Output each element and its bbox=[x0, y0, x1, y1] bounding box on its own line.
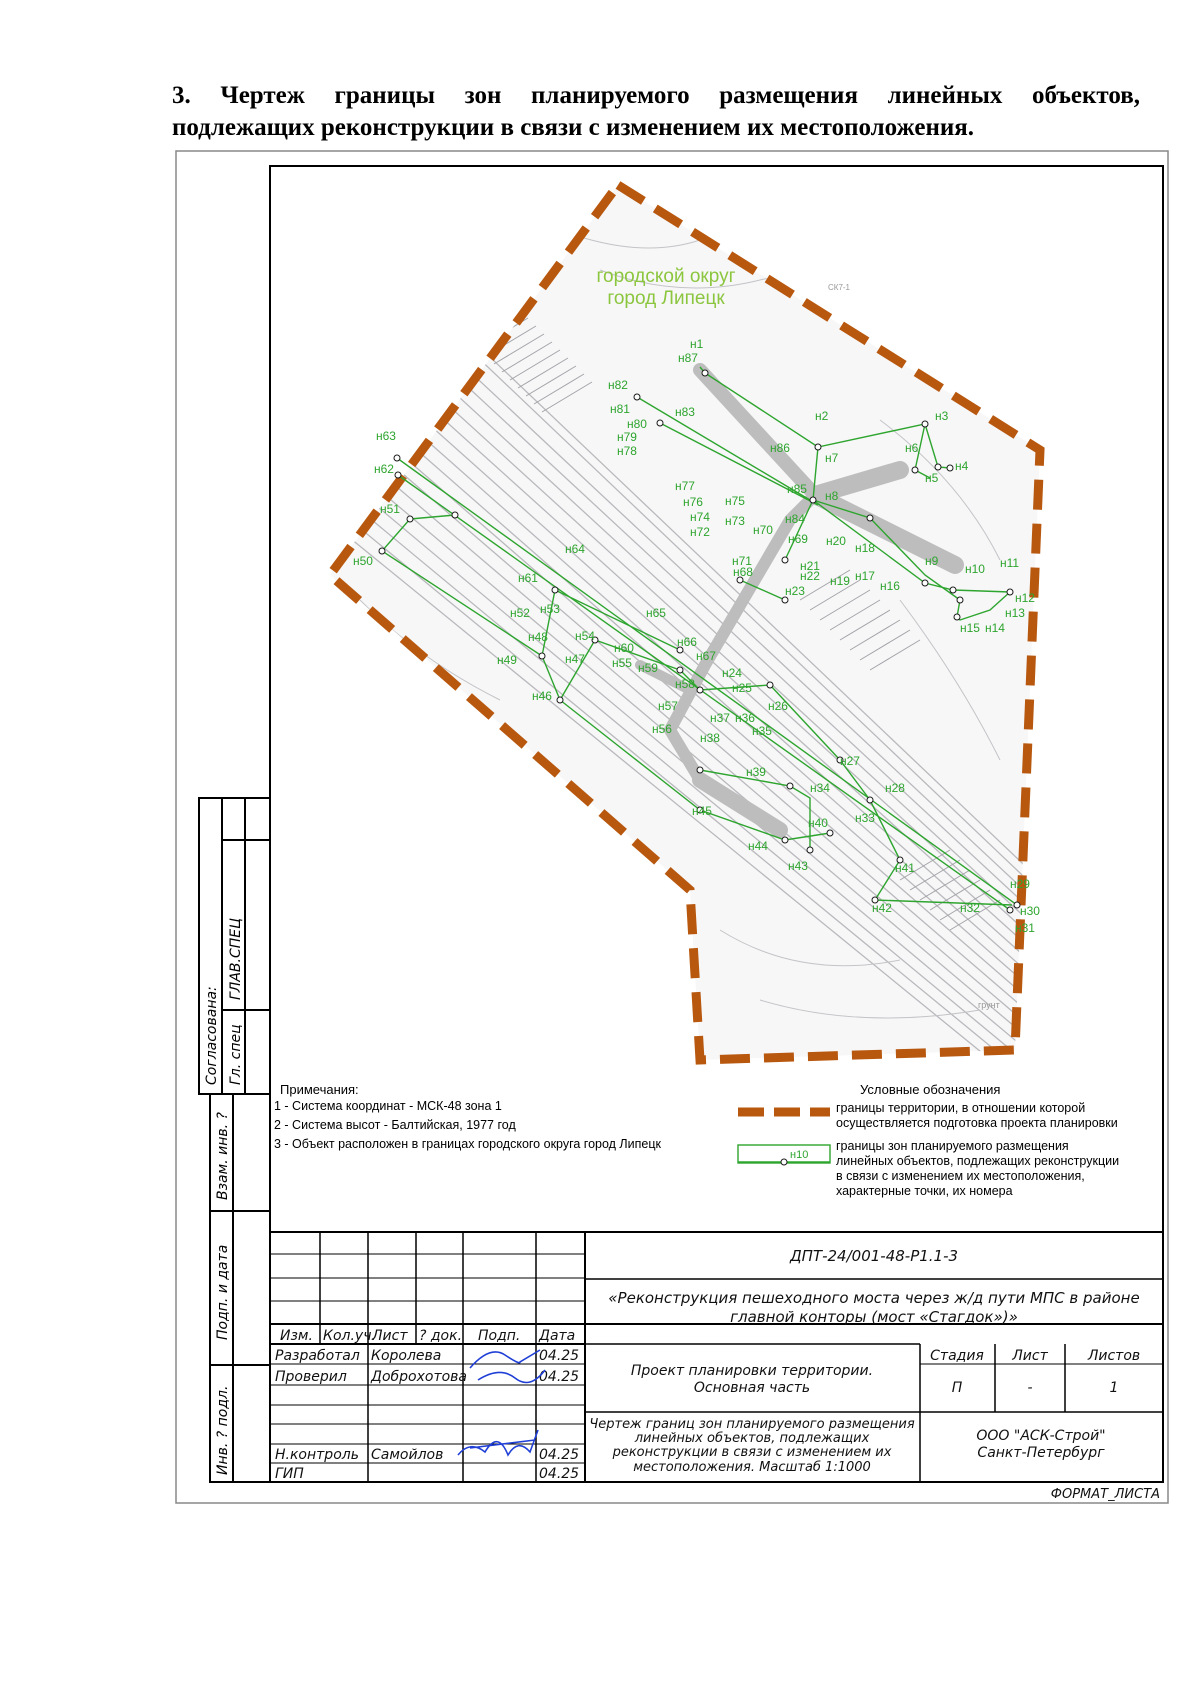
row1-role: Разработал bbox=[275, 1348, 360, 1364]
territory-label-1: городской округ bbox=[596, 266, 736, 287]
inv-podl-label: Инв. ? подл. bbox=[215, 1385, 231, 1475]
point-label: н16 bbox=[880, 579, 900, 593]
legend-item-1-line-1: границы территории, в отношении которой bbox=[836, 1101, 1086, 1115]
legend-item-2-line-4: характерные точки, их номера bbox=[836, 1184, 1013, 1198]
point-label: н69 bbox=[788, 532, 808, 546]
sheets-value: 1 bbox=[1109, 1380, 1119, 1396]
point-label: н73 bbox=[725, 514, 745, 528]
sheets-header: Листов bbox=[1087, 1348, 1141, 1364]
point-label: н9 bbox=[925, 554, 939, 568]
point-label: н68 bbox=[733, 565, 753, 579]
section-1: Проект планировки территории. bbox=[630, 1363, 874, 1379]
point-label: н30 bbox=[1020, 904, 1040, 918]
point-label: н64 bbox=[565, 542, 585, 556]
col-izm: Изм. bbox=[280, 1328, 313, 1344]
row3-name: Самойлов bbox=[371, 1447, 444, 1463]
point-label: н38 bbox=[700, 731, 720, 745]
point-label: н75 bbox=[725, 494, 745, 508]
point-label: н80 bbox=[627, 417, 647, 431]
col-koluch: Кол.уч. bbox=[323, 1328, 376, 1344]
podp-data-label: Подп. и дата bbox=[215, 1244, 231, 1340]
point-label: н12 bbox=[1015, 591, 1035, 605]
row1-date: 04.25 bbox=[539, 1348, 580, 1364]
legend-item-2-line-3: в связи с изменением их местоположения, bbox=[836, 1169, 1085, 1183]
project-name-2: главной конторы (мост «Стагдок»)» bbox=[730, 1308, 1018, 1326]
point-label: н5 bbox=[925, 471, 939, 485]
point-label: н59 bbox=[638, 661, 658, 675]
point-label: н4 bbox=[955, 459, 969, 473]
row4-role: ГИП bbox=[275, 1466, 304, 1482]
point-label: н61 bbox=[518, 571, 538, 585]
point-label: н42 bbox=[872, 901, 892, 915]
notes-title: Примечания: bbox=[280, 1082, 359, 1097]
point-label: н87 bbox=[678, 351, 698, 365]
point-label: н29 bbox=[1010, 877, 1030, 891]
point-label: н67 bbox=[696, 649, 716, 663]
point-label: н56 bbox=[652, 722, 672, 736]
col-data: Дата bbox=[539, 1328, 576, 1344]
legend-item-2-line-2: линейных объектов, подлежащих реконструкции bbox=[836, 1154, 1120, 1168]
point-label: н24 bbox=[722, 666, 742, 680]
drawing-title-4: местоположения. Масштаб 1:1000 bbox=[633, 1460, 871, 1475]
notes-item-1: 1 - Система координат - МСК-48 зона 1 bbox=[274, 1099, 502, 1113]
point-label: н79 bbox=[617, 430, 637, 444]
point-label: н37 bbox=[710, 711, 730, 725]
legend-item-2-line-1: границы зон планируемого размещения bbox=[836, 1139, 1069, 1153]
point-label: н39 bbox=[746, 765, 766, 779]
sheet-header: Лист bbox=[1012, 1348, 1048, 1364]
notes-item-2: 2 - Система высот - Балтийская, 1977 год bbox=[274, 1118, 516, 1132]
point-label: н55 bbox=[612, 656, 632, 670]
agreed-label: Согласована: bbox=[204, 986, 220, 1085]
row2-role: Проверил bbox=[275, 1369, 347, 1385]
page-heading-line-2: подлежащих реконструкции в связи с изменением их местоположения. bbox=[172, 114, 975, 141]
point-label: н10 bbox=[965, 562, 985, 576]
notes bbox=[274, 1082, 662, 1151]
notes-item-3: 3 - Объект расположен в границах городского округа город Липецк bbox=[274, 1137, 661, 1151]
point-label: н50 bbox=[353, 554, 373, 568]
legend-zone-marker: н10 bbox=[790, 1149, 809, 1161]
gl-spec-label: Гл. спец bbox=[228, 1024, 244, 1085]
point-label: н86 bbox=[770, 441, 790, 455]
point-label: н20 bbox=[826, 534, 846, 548]
doc-code: ДПТ-24/001-48-Р1.1-3 bbox=[789, 1247, 959, 1265]
point-label: н66 bbox=[677, 635, 697, 649]
point-label: н32 bbox=[960, 901, 980, 915]
sheet-value: - bbox=[1027, 1380, 1033, 1396]
point-label: н41 bbox=[895, 861, 915, 875]
point-label: н78 bbox=[617, 444, 637, 458]
point-label: н74 bbox=[690, 510, 710, 524]
point-label: н21 bbox=[800, 559, 820, 573]
stage-header: Стадия bbox=[930, 1348, 984, 1364]
drawing-title-3: реконструкции в связи с изменением их bbox=[612, 1445, 892, 1460]
point-label: н3 bbox=[935, 409, 949, 423]
point-label: н48 bbox=[528, 630, 548, 644]
signature-row2 bbox=[470, 1350, 545, 1383]
vzam-inv-label: Взам. инв. ? bbox=[215, 1112, 231, 1200]
col-list: Лист bbox=[372, 1328, 408, 1344]
point-label: н82 bbox=[608, 378, 628, 392]
org-name: ООО "АСК-Строй" bbox=[976, 1428, 1106, 1444]
point-label: н35 bbox=[752, 724, 772, 738]
point-label: н23 bbox=[785, 584, 805, 598]
point-label: н18 bbox=[855, 541, 875, 555]
ground-label: грунт bbox=[978, 1000, 1000, 1010]
point-label: н40 bbox=[808, 816, 828, 830]
legend-zone-point bbox=[781, 1159, 787, 1165]
point-label: н1 bbox=[690, 337, 704, 351]
stage-value: П bbox=[951, 1380, 963, 1396]
row3-role: Н.контроль bbox=[275, 1447, 359, 1463]
title-block-text bbox=[275, 1247, 1160, 1502]
point-label: н7 bbox=[825, 451, 839, 465]
point-label: н77 bbox=[675, 479, 695, 493]
territory-label-2: город Липецк bbox=[607, 288, 725, 309]
stray-label: СК7-1 bbox=[828, 283, 850, 292]
point-label: н45 bbox=[692, 804, 712, 818]
point-label: н46 bbox=[532, 689, 552, 703]
format-label: ФОРМАТ_ЛИСТА bbox=[1050, 1487, 1160, 1502]
point-label: н43 bbox=[788, 859, 808, 873]
drawing-title-1: Чертеж границ зон планируемого размещения bbox=[589, 1417, 915, 1432]
row3-date: 04.25 bbox=[539, 1447, 580, 1463]
point-label: н34 bbox=[810, 781, 830, 795]
point-label: н72 bbox=[690, 525, 710, 539]
point-label: н70 bbox=[753, 523, 773, 537]
page-heading-line-1: 3. Чертеж границы зон планируемого размещения линейных объектов, bbox=[172, 82, 1140, 109]
drawing-title-2: линейных объектов, подлежащих bbox=[634, 1431, 870, 1446]
point-label: н47 bbox=[565, 652, 585, 666]
section-2: Основная часть bbox=[693, 1380, 811, 1396]
row2-name: Доброхотова bbox=[371, 1369, 467, 1385]
point-label: н36 bbox=[735, 711, 755, 725]
row4-date: 04.25 bbox=[539, 1466, 580, 1482]
point-label: н51 bbox=[380, 502, 400, 516]
side-stamp bbox=[199, 798, 270, 1482]
point-label: н28 bbox=[885, 781, 905, 795]
point-label: н26 bbox=[768, 699, 788, 713]
point-label: н31 bbox=[1015, 921, 1035, 935]
point-label: н52 bbox=[510, 606, 530, 620]
point-label: н13 bbox=[1005, 606, 1025, 620]
row1-name: Королева bbox=[371, 1348, 442, 1364]
point-label: н27 bbox=[840, 754, 860, 768]
legend-item-1-line-2: осуществляется подготовка проекта планировки bbox=[836, 1116, 1118, 1130]
point-label: н8 bbox=[825, 489, 839, 503]
point-label: н63 bbox=[376, 429, 396, 443]
col-podp: Подп. bbox=[478, 1328, 521, 1344]
point-label: н60 bbox=[614, 641, 634, 655]
project-name-1: «Реконструкция пешеходного моста через ж/д пути МПС в районе bbox=[608, 1289, 1140, 1307]
point-label: н44 bbox=[748, 839, 768, 853]
signature-row3 bbox=[458, 1430, 538, 1455]
point-label: н17 bbox=[855, 569, 875, 583]
point-label: н83 bbox=[675, 405, 695, 419]
point-label: н14 bbox=[985, 621, 1005, 635]
point-label: н2 bbox=[815, 409, 829, 423]
point-label: н71 bbox=[732, 554, 752, 568]
point-label: н15 bbox=[960, 621, 980, 635]
point-label: н25 bbox=[732, 681, 752, 695]
col-ndok: ? док. bbox=[419, 1328, 463, 1344]
org-city: Санкт-Петербург bbox=[977, 1445, 1105, 1461]
point-label: н85 bbox=[787, 482, 807, 496]
chief-spec-label: ГЛАВ.СПЕЦ bbox=[228, 918, 244, 1000]
point-label: н76 bbox=[683, 495, 703, 509]
point-label: н53 bbox=[540, 602, 560, 616]
point-label: н54 bbox=[575, 629, 595, 643]
point-label: н65 bbox=[646, 606, 666, 620]
point-label: н58 bbox=[675, 677, 695, 691]
legend-title: Условные обозначения bbox=[860, 1082, 1001, 1097]
point-label: н22 bbox=[800, 569, 820, 583]
point-label: н33 bbox=[855, 811, 875, 825]
point-label: н49 bbox=[497, 653, 517, 667]
point-label: н62 bbox=[374, 462, 394, 476]
legend bbox=[738, 1082, 1119, 1198]
point-label: н6 bbox=[905, 441, 919, 455]
point-label: н81 bbox=[610, 402, 630, 416]
point-label: н11 bbox=[1000, 556, 1020, 570]
row2-date: 04.25 bbox=[539, 1369, 580, 1385]
point-label: н19 bbox=[830, 574, 850, 588]
point-label: н57 bbox=[658, 699, 678, 713]
point-label: н84 bbox=[785, 512, 805, 526]
